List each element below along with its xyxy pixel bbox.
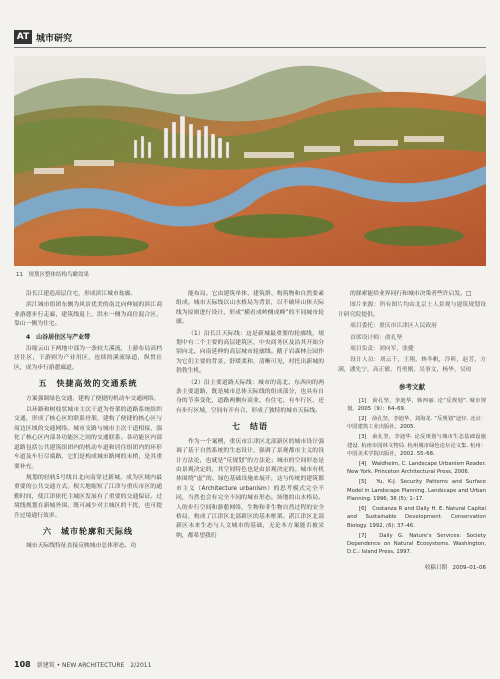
section-header	[14, 30, 72, 44]
received-date: 收稿日期 2009–01–06	[425, 565, 486, 572]
section-title: 城市研究	[36, 33, 73, 44]
image-source-note: 图片来源：所有图片均由北京土人景观与建筑规划设计研究院提供。	[338, 302, 486, 318]
reference-item: [2] 俞孔坚，李迪华，刘海龙. “反规划”途径. 北京：中国建筑工业出版社，2005.	[347, 416, 486, 431]
page-footer	[14, 660, 151, 669]
project-credit: 项目委托：重庆市江津区人民政府	[350, 323, 437, 330]
reference-item: [4] Waldheim, C. Landscape Urbanism Reader. New York. Princeton Architectural Press, 2006.	[347, 461, 486, 476]
reference-item: [7] Daily G. Nature’s Services: Society Dependence on Natural Ecosystems. Washington, D.C.: Island Press, 1997.	[347, 532, 486, 556]
project-credit: 项目负责：刘向军，张健	[350, 346, 414, 353]
references-heading: 参考文献	[399, 383, 425, 392]
paragraph: 能布局。它由建筑单体、建筑群、构筑物和自然要素组成。城市天际线以山水格局为背景，以不破坏山体天际线为原则进行设计，形成“横看成岭侧成峰”的不同城市轮廓。	[176, 291, 324, 326]
reference-item: [3] 俞孔坚，李迪华. 论反规划与城市生态基础设施建设. 杭州市园林文物局. 杭州城市绿色论坛论文集. 杭州：中国美术学院出版社，2002. 55–68.	[347, 434, 486, 457]
aerial-rendering-image	[14, 56, 486, 266]
section-heading: 七 结语	[232, 422, 268, 432]
paragraph: 沿长江建造高层住宅，形成滨江城市盆廓。	[26, 291, 137, 297]
section-heading: 五 快捷高效的交通系统	[38, 379, 138, 389]
text-column-3	[338, 290, 486, 574]
section-heading: 六 城市轮廓和天际线	[43, 526, 133, 536]
reference-item: [5] Yu, K-J. Security Patterns and Surface Model in Landscape Planning. Landscape and Urban Planning. 1996, 36 (5): 1–17.	[347, 479, 486, 502]
paragraph: 沿缩云山下两地中部为一条较大溪流，上游布局高档居住区，下游则为产业用区，连续的溪流绿道，纵贯社区，成为步行游憩廊道。	[14, 346, 162, 371]
journal-issue: 新建筑 • NEW ARCHITECTURE 2/2011	[36, 662, 152, 669]
subheading: 4 山谷居住区与产业带	[26, 333, 91, 341]
project-credit: 首席设计师：俞孔坚	[350, 334, 403, 341]
header-divider	[14, 47, 486, 48]
reference-item: [6] Costanza R and Daily H. E. Natural Capital and Sustainable Development. Conservation Biology. 1992, (6): 37–46.	[347, 506, 486, 529]
paragraph: 以环路和树枝状城市主次干道为骨架的道路系统组织交通，形成了核心区的联系骨架，建构了便捷的核心区与周边区域的交通网络。城市支路与城市主次干道相接，强化了核心区内部各功能区之间的交通联系。各功能区内部道路包括公共建筑组团内的机动车道和居住组团内的环形车道及车行尽端路，它们是构成城市路网的末梢，是其重要补充。	[14, 407, 162, 470]
paragraph: 滨江城市组团东侧为风景优美的南北向伸展的滨江商业游憩步行走廊，建筑线退上，洪水一侧为商住混合区，靠山一侧为住宅。	[14, 302, 162, 328]
paragraph: 作为一个案例，重庆市江津区北部新区的城市设计强调了基于自然系统的生态设计，强调了景观都市主义的设计方法论，也就是“反规划”的方法论；城市的空间形态是由景观决定的，其空间特色也是由景观决定的。城市有机体围绕“虚”的、绿色基础设施来展开，这与传统的建筑都市主义（Architecture urbanism）的思考模式完全不同，当然也会有完全不同的城市形态。场地的山水格局、人的步行空间和游憩网络，生物和非生物自然过程的安全格局，构成了江津区北部新区的基本框架。湛江津区北部新区未来生态与人文城市的基础，无论本方案能否被采纳，都希望我们	[176, 438, 324, 539]
reference-item: [1] 俞孔坚，李迪华，韩西丽. 论“反规划”. 城市规划，2005（9）：64–69.	[347, 397, 486, 412]
paragraph: 方案强调绿色交通，建构了便捷的机动车交通网络。	[26, 395, 160, 402]
paragraph: （1）沿长江天际线：这是新城最重要的轮廓线，规划中有二个主要的高层建筑区，中央商务区及沿其开始分别向北、向南延伸的高层城市轮廓线。鹅子岩森林公园作为它们主要的背景，舒缓柔和，清晰可见，衬托出新城的勃勃生机。	[176, 330, 324, 375]
text-column-2	[176, 290, 324, 543]
page-number: 108	[14, 660, 31, 669]
text-column-1	[14, 290, 162, 554]
project-credit: 设计人员：刘云千，王翔，林冬帆，冷昕，赵芳，方满，潘先宁，高正敏，肖勇刚，吴事文，杨华，吴琼	[338, 357, 486, 373]
figure-caption: 11 规划区整体结构鸟瞰效果	[16, 272, 89, 278]
paragraph: 的探索能给业界同行和城市决策者些许启发。□	[350, 291, 472, 297]
journal-logo: AT	[14, 30, 32, 44]
aerial-rendering-figure	[14, 56, 486, 266]
paragraph: 城市天际线特征直接反映城市总体形态、功	[26, 543, 137, 550]
paragraph: 规划的轻轨5号线自北向南穿过新城，成为区域内最重要的公共交通方式。根大地缩短了江津与重庆市区的通勤时间，使江津依托主城区发展有了重要的交通保证。过境线规划在新城外围，既可减少对主城区的干扰，也可提升过境通行效率。	[14, 474, 162, 519]
paragraph: （2）沿主要道路天际线：城市的南北、东西向的两条主要道路，既是城市总体天际线的组成部分，也具有自身的节奏变化，道路两侧有商业，有住宅、有车行区，还有步行区域，空间有开有合，形成了独特的城市天际线。	[176, 379, 324, 414]
